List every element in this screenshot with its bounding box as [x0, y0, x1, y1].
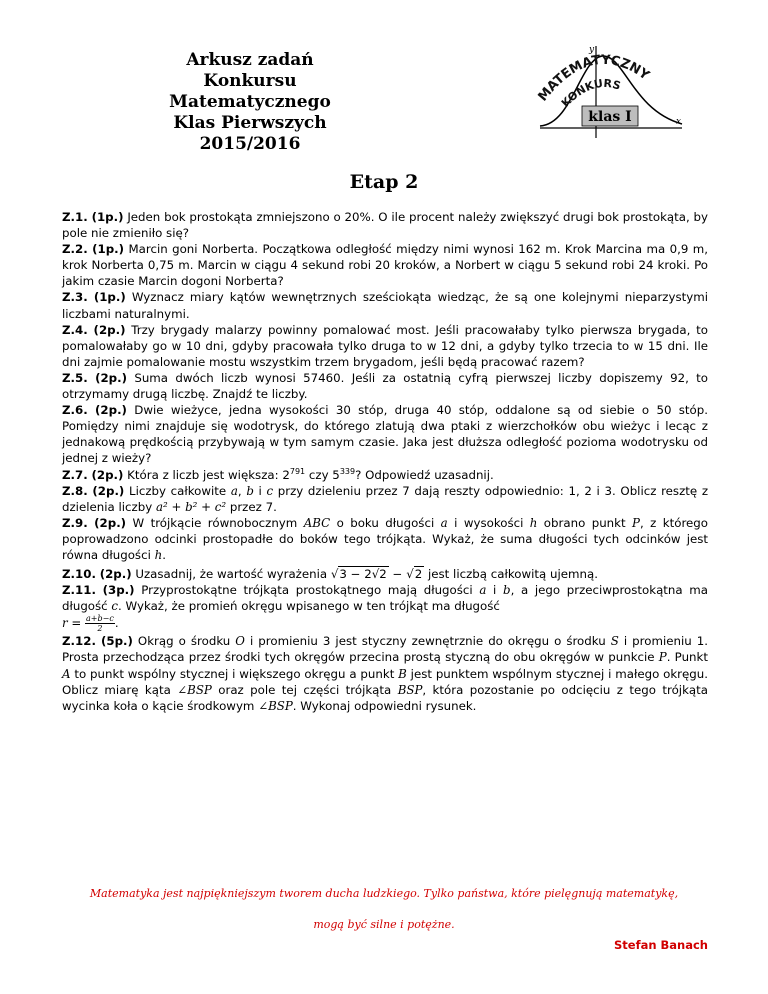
- task-9: [62, 515, 708, 563]
- math-expression: a² + b² + c²: [155, 499, 227, 514]
- logo-inner-text: KONKURS: [558, 76, 623, 110]
- task-text: , z którego poprowadzono odcinki prostopadłe do boków tego trójkąta. Wykaż, że suma długości tych odcinków jest równa długości: [62, 515, 708, 562]
- task-text: Okrąg o środku: [137, 634, 236, 649]
- task-number: Z.7.: [62, 467, 88, 482]
- quote-line-2: mogą być silne i potężne.: [313, 918, 455, 931]
- task-text: i: [486, 583, 503, 598]
- task-text: jest punktem wspólnym stycznej i małego okręgu. Oblicz miarę kąta: [62, 666, 709, 697]
- math-variable: a: [479, 583, 487, 598]
- task-points: (1p.): [91, 210, 124, 224]
- task-11: [62, 582, 708, 633]
- task-points: (3p.): [102, 583, 135, 598]
- header-line-4: 2015/2016: [199, 134, 301, 154]
- math-variable: ∠BSP: [258, 698, 293, 713]
- task-points: (2p.): [99, 567, 132, 582]
- exponent: 339: [339, 466, 356, 476]
- math-variable: P: [632, 515, 640, 530]
- task-text: Wyznacz miary kątów wewnętrznych sześciokąta wiedząc, że są one kolejnymi nieparzystymi liczbami naturalnymi.: [62, 290, 709, 321]
- task-text: ,: [237, 483, 247, 498]
- fraction: [85, 614, 115, 633]
- task-text: , która pozostanie po odcięciu z tego trójkąta wycinka koła o kącie środkowym: [62, 682, 708, 713]
- header-line-1: Arkusz zadań: [186, 50, 314, 70]
- task-text: Liczby całkowite: [129, 483, 231, 498]
- task-12: [62, 633, 708, 713]
- math-variable: O: [235, 634, 245, 649]
- task-text: . Punkt: [666, 650, 708, 665]
- math-variable: a: [230, 483, 238, 498]
- math-variable: BSP: [397, 682, 423, 697]
- stage-title: Etap 2: [349, 171, 419, 193]
- task-1: [62, 209, 708, 241]
- task-3: [62, 289, 708, 321]
- fraction-denominator: 2: [97, 624, 103, 634]
- math-variable: c: [266, 483, 274, 498]
- math-operator: −: [388, 567, 407, 582]
- task-text: Dwie wieżyce, jedna wysokości 30 stóp, druga 40 stóp, oddalone są od siebie o 50 stóp. Pomiędzy nimi znajduje się wodotrysk, do którego zlatują dwa ptaki z wierzchołków obu wieżyc i lecąc z jednakową prędkością przybywają w tym samym czasie. Jaka jest dłuższa odległość pozioma wodotrysku od jednej z wieży?: [62, 403, 708, 466]
- task-text: Uzasadnij, że wartość wyrażenia: [135, 567, 331, 582]
- math-radicand: 2: [414, 567, 423, 582]
- task-text: .: [114, 616, 119, 631]
- task-points: (2p.): [93, 322, 126, 337]
- task-text: W trójkącie równobocznym: [132, 515, 304, 530]
- task-text: przez 7.: [226, 499, 277, 514]
- task-text: Przyprostokątne trójkąta prostokątnego mają długości: [141, 583, 480, 598]
- task-5: [62, 370, 708, 402]
- math-radicand: 3 − 2√2: [339, 567, 387, 582]
- task-text: Trzy brygady malarzy powinny pomalować most. Jeśli pracowałaby tylko pierwsza brygada, to pomalowałaby go w 10 dni, gdyby pracowała tylko druga to w 12 dni, a gdyby tylko trzecia to w 15 dni. Ile dni zajmie pomalowanie mostu wszystkim trzem brygadom, jeśli będą pracować razem?: [62, 322, 709, 369]
- math-variable: A: [62, 666, 71, 681]
- math-variable: h: [529, 515, 538, 530]
- task-number: Z.5.: [62, 370, 88, 385]
- task-4: [62, 322, 708, 370]
- logo-x-label: x: [676, 117, 682, 127]
- task-points: (5p.): [100, 634, 133, 649]
- task-number: Z.3.: [62, 290, 88, 305]
- task-text: o boku długości: [330, 515, 441, 530]
- task-number: Z.12.: [62, 634, 96, 649]
- math-variable: a: [440, 515, 448, 530]
- task-points: (2p.): [94, 515, 127, 530]
- task-text: czy 5: [305, 467, 340, 482]
- task-number: Z.2.: [62, 242, 88, 257]
- task-text: jest liczbą całkowitą ujemną.: [424, 567, 598, 582]
- quote-line-1: Matematyka jest najpiękniejszym tworem ducha ludzkiego. Tylko państwa, które pielęgnują matematykę,: [89, 887, 679, 900]
- task-number: Z.9.: [62, 515, 88, 530]
- task-text: oraz pole tej części trójkąta: [211, 682, 398, 697]
- header-line-2: Konkursu Matematycznego: [169, 71, 331, 112]
- math-variable: P: [658, 650, 667, 665]
- header-title: [130, 50, 370, 155]
- math-variable: B: [398, 666, 407, 681]
- task-text: Która z liczb jest większa: 2: [127, 467, 290, 482]
- task-text: i: [253, 483, 267, 498]
- task-text: to punkt wspólny stycznej i większego okręgu a punkt: [70, 666, 399, 681]
- task-6: [62, 402, 708, 466]
- task-text: przy dzieleniu przez 7 dają reszty odpowiednio: 1, 2 i 3. Oblicz resztę z dzielenia liczby: [62, 483, 709, 514]
- task-number: Z.11.: [62, 583, 96, 598]
- task-number: Z.10.: [62, 567, 96, 582]
- math-variable: b: [246, 483, 254, 498]
- task-8: [62, 483, 708, 515]
- task-number: Z.6.: [62, 403, 88, 418]
- task-points: (2p.): [95, 403, 127, 418]
- math-variable: ABC: [303, 515, 331, 530]
- contest-logo: [532, 40, 692, 140]
- task-points: (2p.): [95, 370, 127, 385]
- task-points: (2p.): [91, 467, 124, 482]
- task-list: [62, 209, 708, 714]
- task-points: (1p.): [93, 290, 126, 305]
- math-variable: c: [111, 599, 119, 614]
- logo-y-label: y: [589, 45, 595, 55]
- math-variable: b: [503, 583, 511, 598]
- exponent: 791: [289, 466, 306, 476]
- header-line-3: Klas Pierwszych: [173, 113, 327, 133]
- task-2: [62, 241, 708, 289]
- task-text: . Wykonaj odpowiedni rysunek.: [292, 698, 477, 713]
- task-text: i wysokości: [447, 515, 530, 530]
- task-text: Marcin goni Norberta. Początkowa odległość między nimi wynosi 162 m. Krok Marcina ma 0,9 m, krok Norberta 0,75 m. Marcin w ciągu 4 sekund robi 20 kroków, a Norbert w ciągu 5 sekund robi 24 kroki. Po jakim czasie Marcin dogoni Norberta?: [62, 242, 709, 289]
- quote-author: Stefan Banach: [613, 938, 708, 952]
- task-number: Z.1.: [62, 210, 88, 224]
- task-10: Z.10. (2p.) Uzasadnij, że wartość wyrażenia √3 − 2√2 − √2 jest liczbą całkowitą ujemną.: [62, 567, 598, 582]
- math-variable: h: [154, 547, 163, 562]
- task-text: i promieniu 1. Prosta przechodząca przez środki tych okręgów przecina prostą styczną do obu okręgów w punkcie: [62, 634, 709, 665]
- logo-badge-text: klas I: [588, 109, 632, 125]
- task-number: Z.4.: [62, 322, 88, 337]
- task-text: , a jego przeciwprostokątna ma długość: [62, 583, 709, 614]
- task-text: i promieniu 3 jest styczny zewnętrznie do okręgu o środku: [244, 634, 611, 649]
- banach-quote: [0, 878, 768, 940]
- task-text: obrano punkt: [537, 515, 633, 530]
- task-text: Suma dwóch liczb wynosi 57460. Jeśli za ostatnią cyfrą pierwszej liczby dopiszemy 92, to otrzymamy drugą liczbę. Znajdź te liczby.: [62, 370, 709, 402]
- task-text: . Wykaż, że promień okręgu wpisanego w ten trójkąt ma długość: [118, 599, 500, 614]
- task-text: .: [162, 547, 166, 562]
- logo-arc-text: MATEMATYCZNY: [535, 52, 652, 105]
- task-text: Jeden bok prostokąta zmniejszono o 20%. O ile procent należy zwiększyć drugi bok prostokąta, by pole nie zmieniło się?: [62, 210, 709, 241]
- task-points: (1p.): [92, 242, 125, 257]
- task-number: Z.8.: [62, 483, 88, 498]
- math-variable: S: [610, 634, 619, 649]
- math-expression: r =: [62, 616, 82, 631]
- math-variable: ∠BSP: [177, 682, 212, 697]
- task-text: ? Odpowiedź uzasadnij.: [355, 467, 494, 482]
- task-7: [62, 467, 708, 483]
- task-points: (2p.): [92, 483, 125, 498]
- fraction-numerator: a+b−c: [86, 614, 114, 624]
